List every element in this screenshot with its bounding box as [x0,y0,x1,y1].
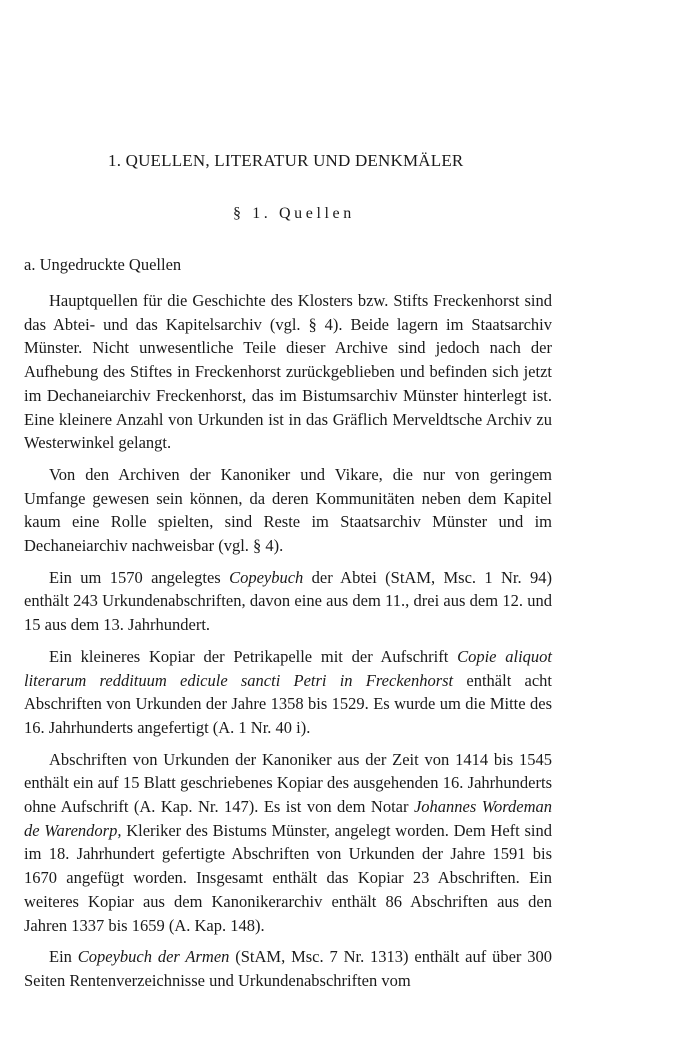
paragraph-6-italic: Copeybuch der Armen [77,947,230,967]
paragraph-4-post: enthält acht Abschriften von Urkunden der Jahre 1358 bis 1529. Es wurde um die Mitte des 16. Jahrhunderts angefertigt (A. 1 Nr. 40 i). [24,670,552,737]
paragraph-3 [24,566,552,637]
paragraph-4 [24,645,552,740]
paragraph-4-pre: Ein kleineres Kopiar der Petrikapelle mit der Aufschrift [49,646,458,666]
paragraph-3-italic: Copeybuch [229,567,304,587]
paragraph-5-post: Kleriker des Bistums Münster, angelegt worden. Dem Heft sind im 18. Jahrhundert gefertigte Abschriften von Urkunden der Jahre 1591 bis 1670 angefügt worden. Insgesamt enthält das Kopiar 23 Abschriften. Ein weiteres Kopiar aus dem Kanonikerarchiv enthält 86 Abschriften aus den Jahren 1337 bis 1659 (A. Kap. 148). [24,820,552,935]
paragraph-3-post: der Abtei (StAM, Msc. 1 Nr. 94) enthält 243 Urkundenabschriften, davon eine aus dem 11., drei aus dem 12. und 15 aus dem 13. Jahrhundert. [24,567,552,635]
paragraph-4-italic: Copie aliquot literarum reddituum edicule sancti Petri in Freckenhorst [24,646,552,690]
body-text [24,289,552,993]
paragraph-6-pre: Ein [49,947,78,967]
paragraph-6 [24,945,552,992]
paragraph-1: Hauptquellen für die Geschichte des Klosters bzw. Stifts Freckenhorst sind das Abtei- und das Kapitelsarchiv (vgl. § 4). Beide lagern im Staatsarchiv Münster. Nicht unwesentliche Teile dieser Archive sind jedoch nach der Aufhebung des Stiftes in Freckenhorst zurückgeblieben und befinden sich jetzt im Dechaneiarchiv Freckenhorst, das im Bistumsarchiv Münster hinterlegt ist. Eine kleinere Anzahl von Urkunden ist in das Gräflich Merveldtsche Archiv zu Westerwinkel gelangt. [24,291,552,453]
paragraph-5 [24,748,552,938]
paragraph-3-pre: Ein um 1570 angelegtes [49,567,230,587]
subsection-heading: a. Ungedruckte Quellen [24,255,182,274]
paragraph-6-post: (StAM, Msc. 7 Nr. 1313) enthält auf über 300 Seiten Rentenverzeichnisse und Urkundenabschriften vom [24,947,552,990]
paragraph-5-italic: Johannes Wordeman de Warendorp, [24,797,552,840]
section-title: § 1. Quellen [233,205,355,222]
paragraph-2: Von den Archiven der Kanoniker und Vikare, die nur von geringem Umfange gewesen sein können, da deren Kommunitäten neben dem Kapitel kaum eine Rolle spielten, sind Reste im Staatsarchiv Münster und im Dechaneiarchiv nachweisbar (vgl. § 4). [24,464,552,556]
chapter-title: 1. QUELLEN, LITERATUR UND DENKMÄLER [108,151,464,170]
paragraph-5-pre: Abschriften von Urkunden der Kanoniker aus der Zeit von 1414 bis 1545 enthält ein auf 15 Blatt geschriebenes Kopiar des ausgehenden 16. Jahrhunderts ohne Aufschrift (A. Kap. Nr. 147). Es ist von dem Notar [24,749,552,817]
